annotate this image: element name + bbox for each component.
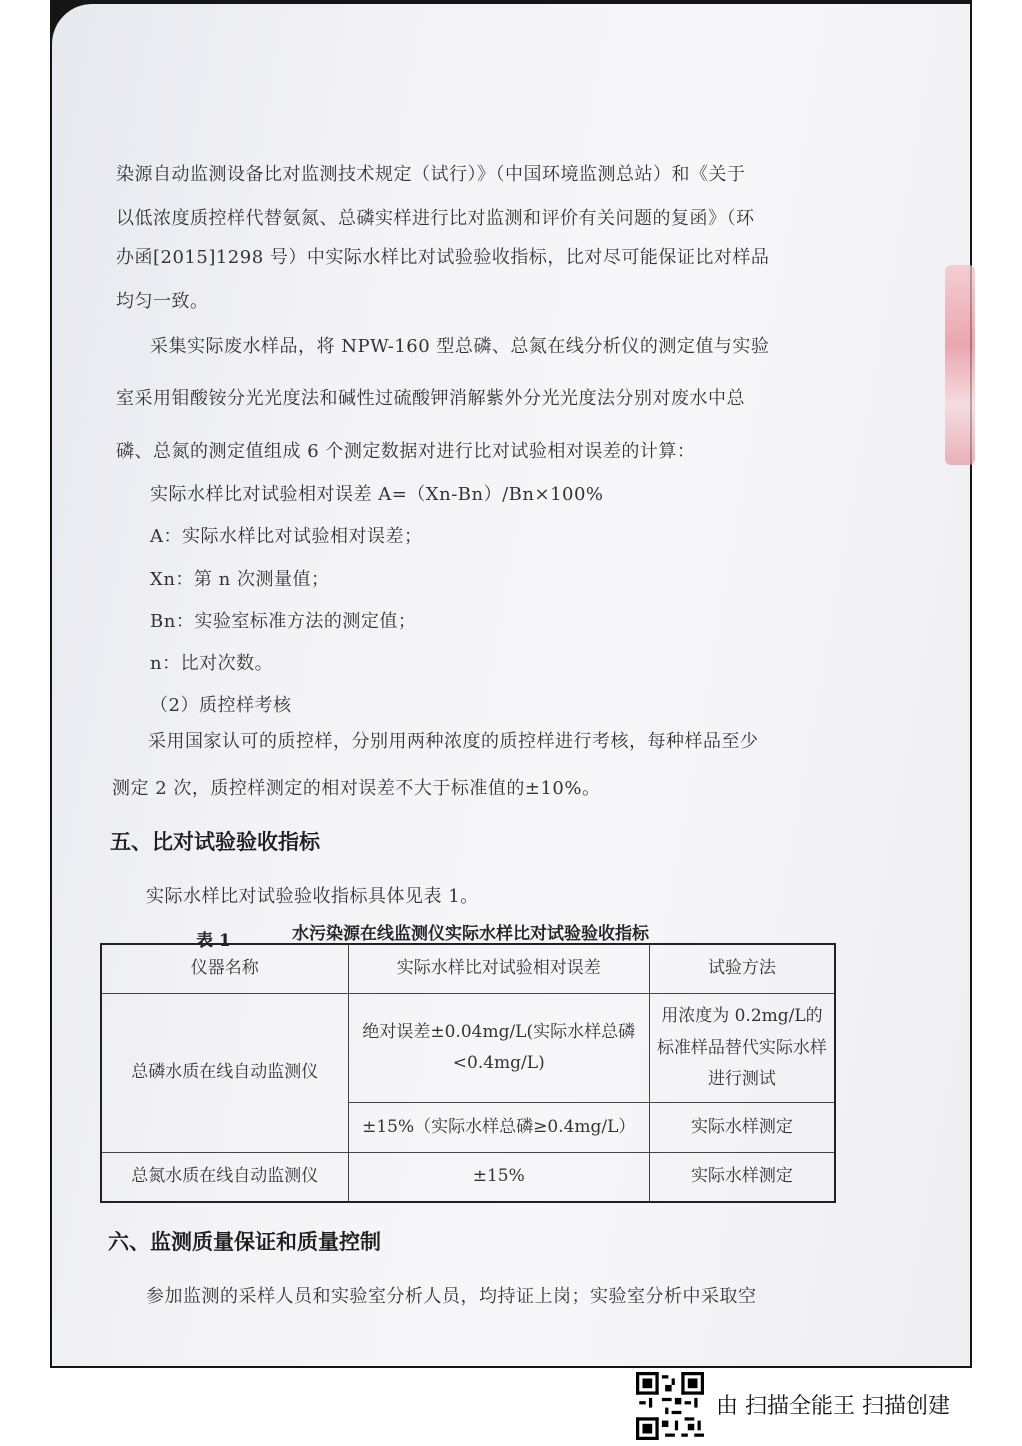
body-line: 测定 2 次，质控样测定的相对误差不大于标准值的±10%。 [112,778,601,799]
section-heading-6: 六、监测质量保证和质量控制 [108,1230,381,1254]
method-cell: 实际水样测定 [649,1103,835,1152]
table-label: 表 1 [196,931,231,951]
instrument-cell: 总磷水质在线自动监测仪 [101,994,348,1152]
error-cell: ±15% [348,1152,649,1202]
qr-code-icon [636,1372,704,1440]
body-line: 以低浓度质控样代替氨氮、总磷实样进行比对监测和评价有关问题的复函》（环 [116,208,755,229]
section-heading-5: 五、比对试验验收指标 [110,830,320,854]
body-line: 参加监测的采样人员和实验室分析人员，均持证上岗；实验室分析中采取空 [146,1286,757,1307]
table-header-cell: 实际水样比对试验相对误差 [348,944,649,994]
red-seal-fragment [945,265,975,465]
table-intro: 实际水样比对试验验收指标具体见表 1。 [146,886,479,907]
table-title: 水污染源在线监测仪实际水样比对试验验收指标 [292,924,649,944]
acceptance-table [100,943,836,1203]
subsection-title: （2）质控样考核 [150,695,292,716]
scanner-watermark-text: 由 扫描全能王 扫描创建 [716,1394,950,1419]
body-line: 均匀一致。 [116,291,209,312]
method-cell: 用浓度为 0.2mg/L的标准样品替代实际水样进行测试 [649,994,835,1103]
definition-line: Xn：第 n 次测量值； [150,569,330,590]
method-cell: 实际水样测定 [649,1152,835,1202]
formula-line: 实际水样比对试验相对误差 A=（Xn-Bn）/Bn×100% [150,484,604,505]
table-header-cell: 仪器名称 [101,944,348,994]
error-cell: 绝对误差±0.04mg/L(实际水样总磷<0.4mg/L) [348,994,649,1103]
definition-line: n：比对次数。 [150,653,274,674]
body-line: 办函[2015]1298 号）中实际水样比对试验验收指标，比对尽可能保证比对样品 [116,247,770,268]
table-row [101,994,835,1103]
body-line: 染源自动监测设备比对监测技术规定（试行）》（中国环境监测总站）和《关于 [116,164,746,185]
table-header-cell: 试验方法 [649,944,835,994]
table-row [101,1152,835,1202]
body-line: 磷、总氮的测定值组成 6 个测定数据对进行比对试验相对误差的计算： [116,441,696,462]
error-cell: ±15%（实际水样总磷≥0.4mg/L） [348,1103,649,1152]
body-line: 采用国家认可的质控样，分别用两种浓度的质控样进行考核，每种样品至少 [148,731,759,752]
body-line: 采集实际废水样品，将 NPW-160 型总磷、总氮在线分析仪的测定值与实验 [150,336,770,357]
definition-line: Bn：实验室标准方法的测定值； [150,611,417,632]
definition-line: A：实际水样比对试验相对误差； [150,526,423,547]
body-line: 室采用钼酸铵分光光度法和碱性过硫酸钾消解紫外分光光度法分别对废水中总 [116,388,745,409]
instrument-cell: 总氮水质在线自动监测仪 [101,1152,348,1202]
table-header-row [101,944,835,994]
